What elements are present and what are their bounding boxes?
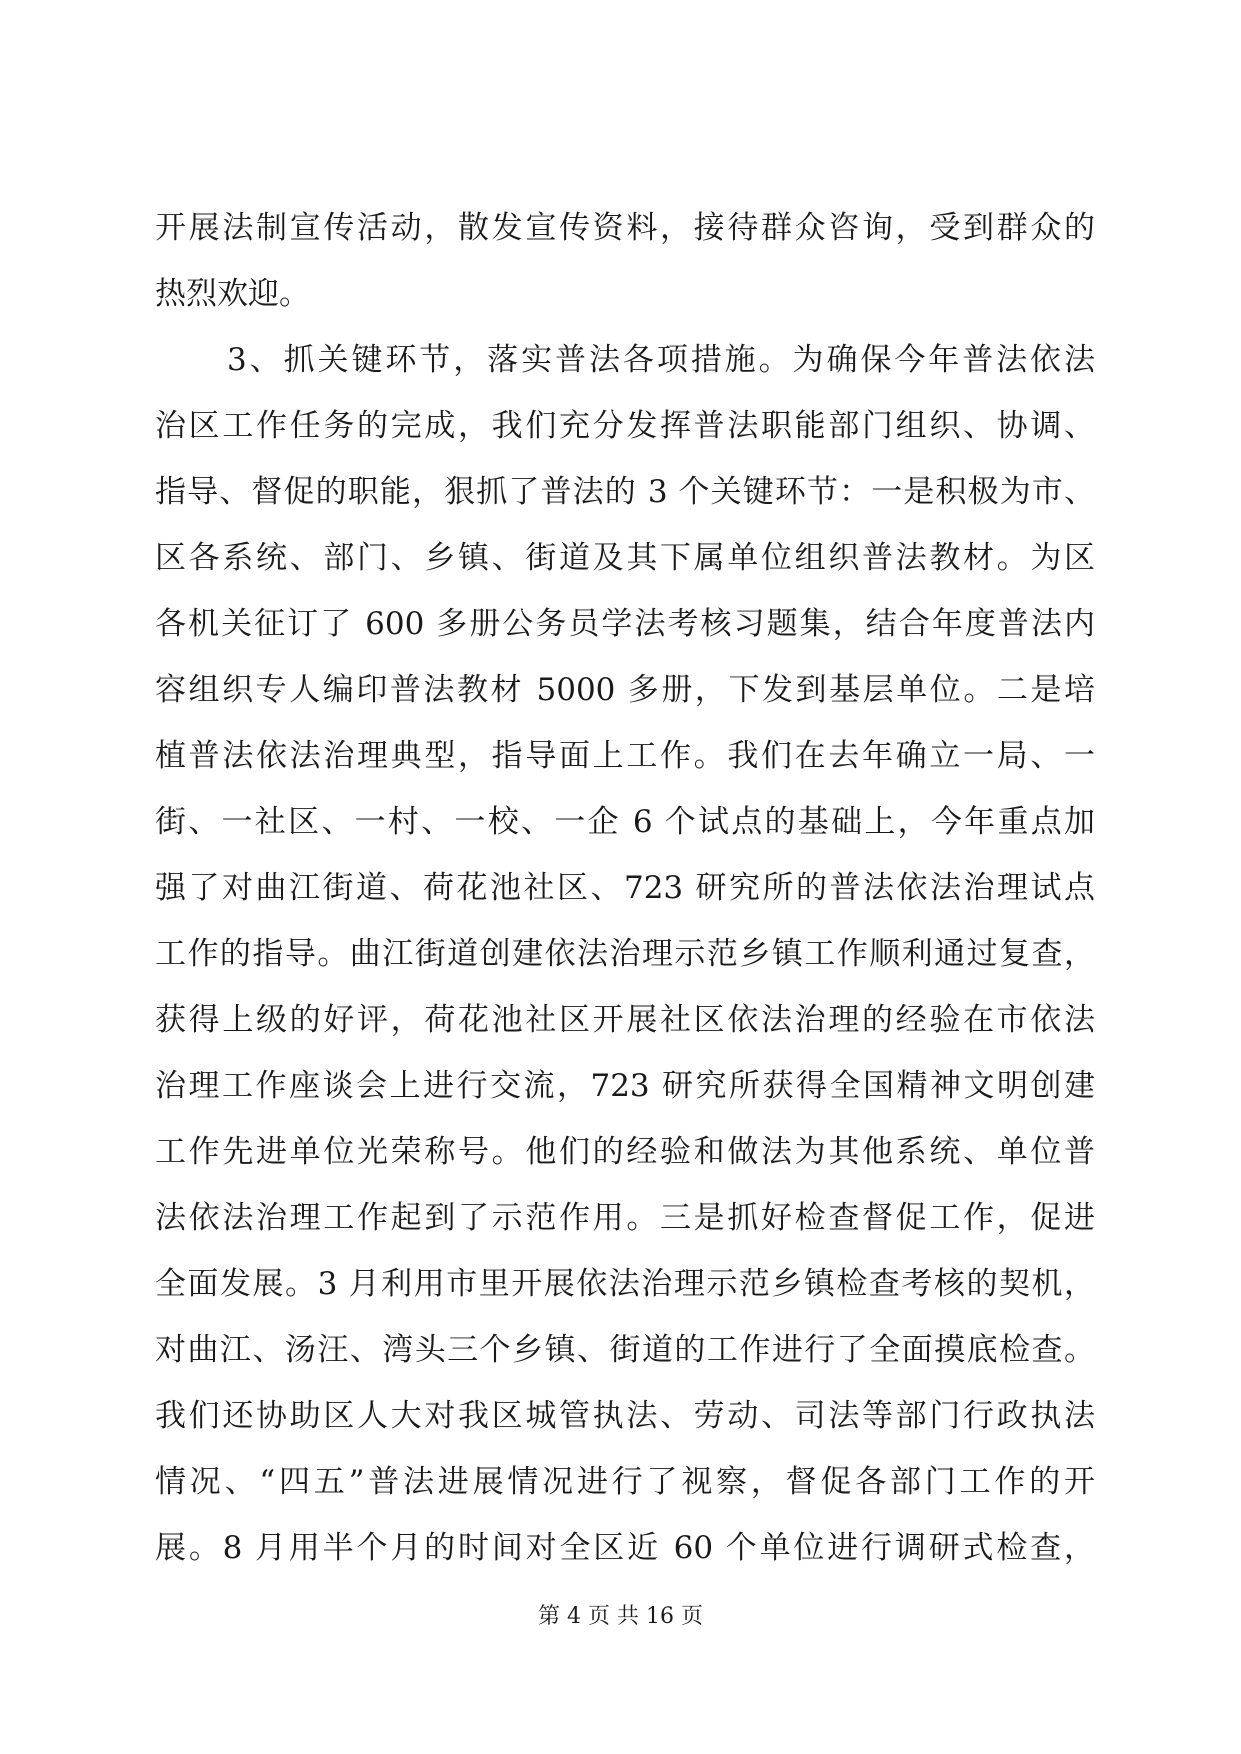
paragraph-line: 植普法依法治理典型，指导面上工作。我们在去年确立一局、一 (155, 738, 1095, 774)
paragraph-line: 热烈欢迎。 (155, 276, 310, 312)
paragraph-line: 对曲江、汤汪、湾头三个乡镇、街道的工作进行了全面摸底检查。 (155, 1332, 1095, 1368)
paragraph-line: 我们还协助区人大对我区城管执法、劳动、司法等部门行政执法 (155, 1398, 1095, 1434)
paragraph-line: 情况、“四五”普法进展情况进行了视察，督促各部门工作的开 (155, 1464, 1095, 1500)
paragraph-line: 治理工作座谈会上进行交流，723 研究所获得全国精神文明创建 (155, 1068, 1095, 1104)
page-number-footer: 第 4 页 共 16 页 (538, 1604, 703, 1629)
paragraph-line: 强了对曲江街道、荷花池社区、723 研究所的普法依法治理试点 (155, 870, 1095, 906)
paragraph-line: 街、一社区、一村、一校、一企 6 个试点的基础上，今年重点加 (155, 804, 1095, 840)
paragraph-line: 各机关征订了 600 多册公务员学法考核习题集，结合年度普法内 (155, 606, 1095, 642)
paragraph-line: 区各系统、部门、乡镇、街道及其下属单位组织普法教材。为区 (155, 540, 1095, 576)
paragraph-line: 法依法治理工作起到了示范作用。三是抓好检查督促工作，促进 (155, 1200, 1095, 1236)
paragraph-line: 指导、督促的职能，狠抓了普法的 3 个关键环节：一是积极为市、 (155, 474, 1095, 510)
paragraph-line: 开展法制宣传活动，散发宣传资料，接待群众咨询，受到群众的 (155, 210, 1095, 246)
paragraph-line: 全面发展。3 月利用市里开展依法治理示范乡镇检查考核的契机， (155, 1266, 1095, 1302)
paragraph-line: 容组织专人编印普法教材 5000 多册，下发到基层单位。二是培 (155, 672, 1095, 708)
paragraph-line: 3、抓关键环节，落实普法各项措施。为确保今年普法依法 (227, 342, 1095, 378)
paragraph-line: 工作的指导。曲江街道创建依法治理示范乡镇工作顺利通过复查， (155, 936, 1095, 972)
paragraph-line: 工作先进单位光荣称号。他们的经验和做法为其他系统、单位普 (155, 1134, 1095, 1170)
paragraph-line: 展。8 月用半个月的时间对全区近 60 个单位进行调研式检查， (155, 1530, 1095, 1566)
paragraph-line: 治区工作任务的完成，我们充分发挥普法职能部门组织、协调、 (155, 408, 1095, 444)
paragraph-line: 获得上级的好评，荷花池社区开展社区依法治理的经验在市依法 (155, 1002, 1095, 1038)
